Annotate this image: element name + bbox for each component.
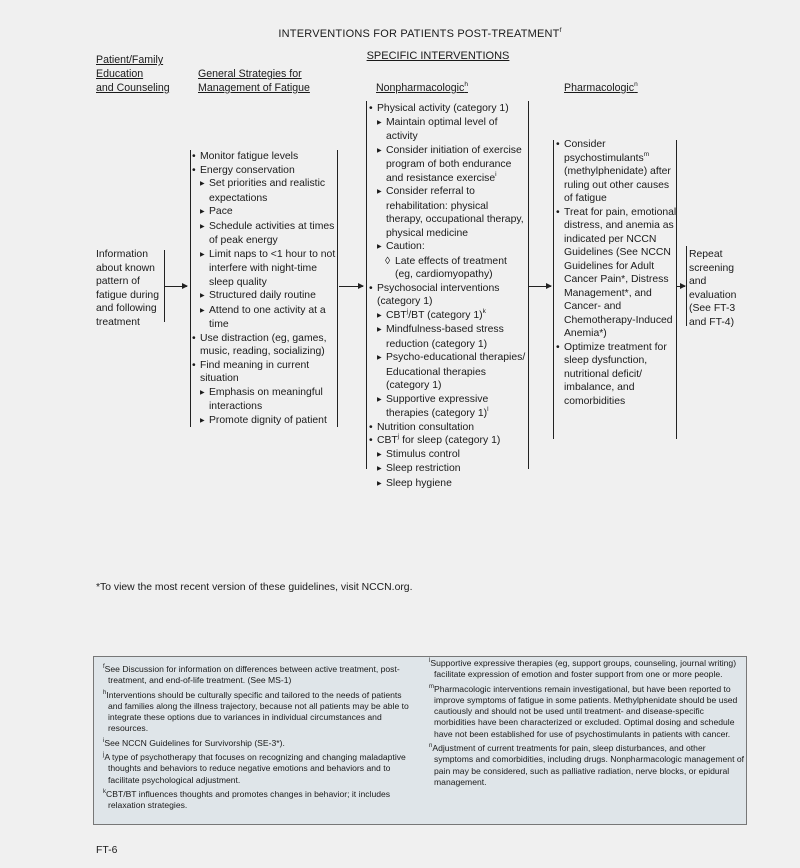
list-item: • Psychosocial interventions (category 1) xyxy=(369,282,527,309)
list-item: ▶ Stimulus control xyxy=(369,448,527,463)
footnotes-left xyxy=(100,664,418,815)
list-item: ▶ Promote dignity of patient xyxy=(192,414,338,429)
footnote-marker: i xyxy=(103,737,105,744)
repeat-bracket xyxy=(686,246,687,326)
list-item: ▶ Structured daily routine xyxy=(192,289,338,304)
footnotes-box xyxy=(93,656,747,825)
specific-interventions-heading: SPECIFIC INTERVENTIONS xyxy=(366,50,510,62)
footnote xyxy=(100,752,418,786)
footnote-text: A type of psychotherapy that focuses on recognizing and changing maladaptive thoughts and behaviors to reduce negative emotions and behaviors and to facilitate psychological adjustment. xyxy=(104,752,406,785)
footnote-text: See NCCN Guidelines for Survivorship (SE-3*). xyxy=(104,737,285,748)
arrow-to-repeat xyxy=(677,286,685,287)
footnote xyxy=(426,743,744,788)
list-item: • Physical activity (category 1) xyxy=(369,102,527,116)
list-item: • Treat for pain, emotional distress, and anemia as indicated per NCCN Guidelines (See NCCN Guidelines for Adult Cancer Pain*, Distress Management*, and Cancer- and Chemotherapy-Induced Anemia*) xyxy=(556,206,678,341)
list-item: ▶ Attend to one activity at a time xyxy=(192,304,338,332)
list-item: • Find meaning in current situation xyxy=(192,359,338,386)
footnotes-right xyxy=(426,658,744,791)
footnote-text: Adjustment of current treatments for pain, sleep disturbances, and other symptoms and comorbidities, including drugs. Nonpharmacologic management of pain may be considered, such as palliative radiation, nerve blocks, or epidural management. xyxy=(432,743,745,787)
list-item: • Monitor fatigue levels xyxy=(192,150,338,164)
footnote-text: See Discussion for information on differences between active treatment, post-treatment, and end-of-life treatment. (See MS-1) xyxy=(104,664,400,686)
list-item: • Energy conservation xyxy=(192,164,338,178)
list-item: ▶ Consider initiation of exercise program of both endurance and resistance exercise$^i$ xyxy=(369,144,527,186)
list-item: ▶ Psycho-educational therapies/ Educational therapies (category 1) xyxy=(369,351,527,393)
education-text: Information about known pattern of fatigue during and following treatment xyxy=(96,249,159,328)
footnote-marker: h xyxy=(103,689,107,696)
general-right-bracket xyxy=(337,150,338,427)
arrow-to-nonpharm xyxy=(339,286,363,287)
footnote-text: CBT/BT influences thoughts and promotes changes in behavior; it includes relaxation strategies. xyxy=(106,788,391,811)
list-item: ▶ Supportive expressive therapies (category 1)$^l$ xyxy=(369,393,527,421)
footnote xyxy=(100,664,418,687)
footnote xyxy=(100,738,418,749)
nonpharm-left-bracket xyxy=(366,101,367,469)
list-item: ▶ Mindfulness-based stress reduction (category 1) xyxy=(369,323,527,351)
general-strategies-heading: General Strategies for Management of Fatigue xyxy=(198,68,310,94)
general-strategies-list xyxy=(192,150,338,428)
pharm-right-bracket xyxy=(676,140,677,439)
nonpharmacologic-heading: Nonpharmacologic$^h$ xyxy=(376,81,468,94)
list-item: ◊ Late effects of treatment (eg, cardiomyopathy) xyxy=(369,255,527,282)
general-left-bracket xyxy=(190,150,191,427)
repeat-text: Repeat screening and evaluation (See FT-3 and FT-4) xyxy=(689,249,737,328)
list-item: • Consider psychostimulants$^m$ (methylphenidate) after ruling out other causes of fatigue xyxy=(556,138,678,206)
footnote xyxy=(100,789,418,812)
page-number: FT-6 xyxy=(96,845,118,856)
footnote-marker: m xyxy=(429,683,434,690)
list-item: • Use distraction (eg, games, music, reading, socializing) xyxy=(192,332,338,359)
list-item: ▶ CBT$^j$/BT (category 1)$^k$ xyxy=(369,309,527,324)
footnote-marker: l xyxy=(429,658,431,664)
arrow-to-general xyxy=(165,286,187,287)
list-item: ▶ Pace xyxy=(192,205,338,220)
footnote-marker: k xyxy=(103,788,106,795)
list-item: ▶ Caution: xyxy=(369,240,527,255)
footnote xyxy=(426,658,744,681)
list-item: ▶ Emphasis on meaningful interactions xyxy=(192,386,338,414)
arrow-to-pharm xyxy=(529,286,551,287)
nccn-version-note: *To view the most recent version of these guidelines, visit NCCN.org. xyxy=(96,582,413,593)
list-item: • Nutrition consultation xyxy=(369,421,527,435)
pharmacologic-list xyxy=(556,138,678,408)
footnote-text: Pharmacologic interventions remain investigational, but have been reported to improve symptoms of fatigue in some patients. Methylphenidate should be used cautiously and should not be used until treatment- and disease-specific morbidities have been characterized or excluded. Optimal dosing and schedule have not been established for use of psychostimulants in patients with cancer. xyxy=(434,683,738,739)
list-item: ▶ Sleep restriction xyxy=(369,462,527,477)
list-item: ▶ Set priorities and realistic expectations xyxy=(192,177,338,205)
footnote-text: Supportive expressive therapies (eg, support groups, counseling, journal writing) facilitate expression of emotion and foster support from one or more people. xyxy=(430,658,737,680)
nonpharmacologic-list xyxy=(369,102,527,491)
list-item: ▶ Maintain optimal level of activity xyxy=(369,116,527,144)
pharmacologic-heading: Pharmacologic$^n$ xyxy=(564,81,638,94)
list-item: ▶ Limit naps to <1 hour to not interfere with night-time sleep quality xyxy=(192,248,338,290)
footnote xyxy=(100,690,418,735)
list-item: ▶ Schedule activities at times of peak energy xyxy=(192,220,338,248)
footnote-text: Interventions should be culturally specific and tailored to the needs of patients and families along the illness trajectory, because not all patients may be able to integrate these options due to variances in individual circumstances and resources. xyxy=(106,689,409,734)
list-item: ▶ Consider referral to rehabilitation: physical therapy, occupational therapy, physical medicine xyxy=(369,185,527,240)
footnote-marker: f xyxy=(103,664,105,670)
footnote-marker: n xyxy=(429,743,433,750)
list-item: ▶ Sleep hygiene xyxy=(369,477,527,492)
list-item: • Optimize treatment for sleep dysfunction, nutritional deficit/ imbalance, and comorbidities xyxy=(556,341,678,409)
footnote-marker: j xyxy=(103,752,105,759)
page-title: INTERVENTIONS FOR PATIENTS POST-TREATMENT$^f$ xyxy=(278,27,562,40)
pharm-left-bracket xyxy=(553,140,554,439)
nonpharm-right-bracket xyxy=(528,101,529,469)
education-column-heading: Patient/Family Education and Counseling xyxy=(96,54,170,94)
list-item: • CBT$^j$ for sleep (category 1) xyxy=(369,434,527,448)
footnote xyxy=(426,684,744,740)
